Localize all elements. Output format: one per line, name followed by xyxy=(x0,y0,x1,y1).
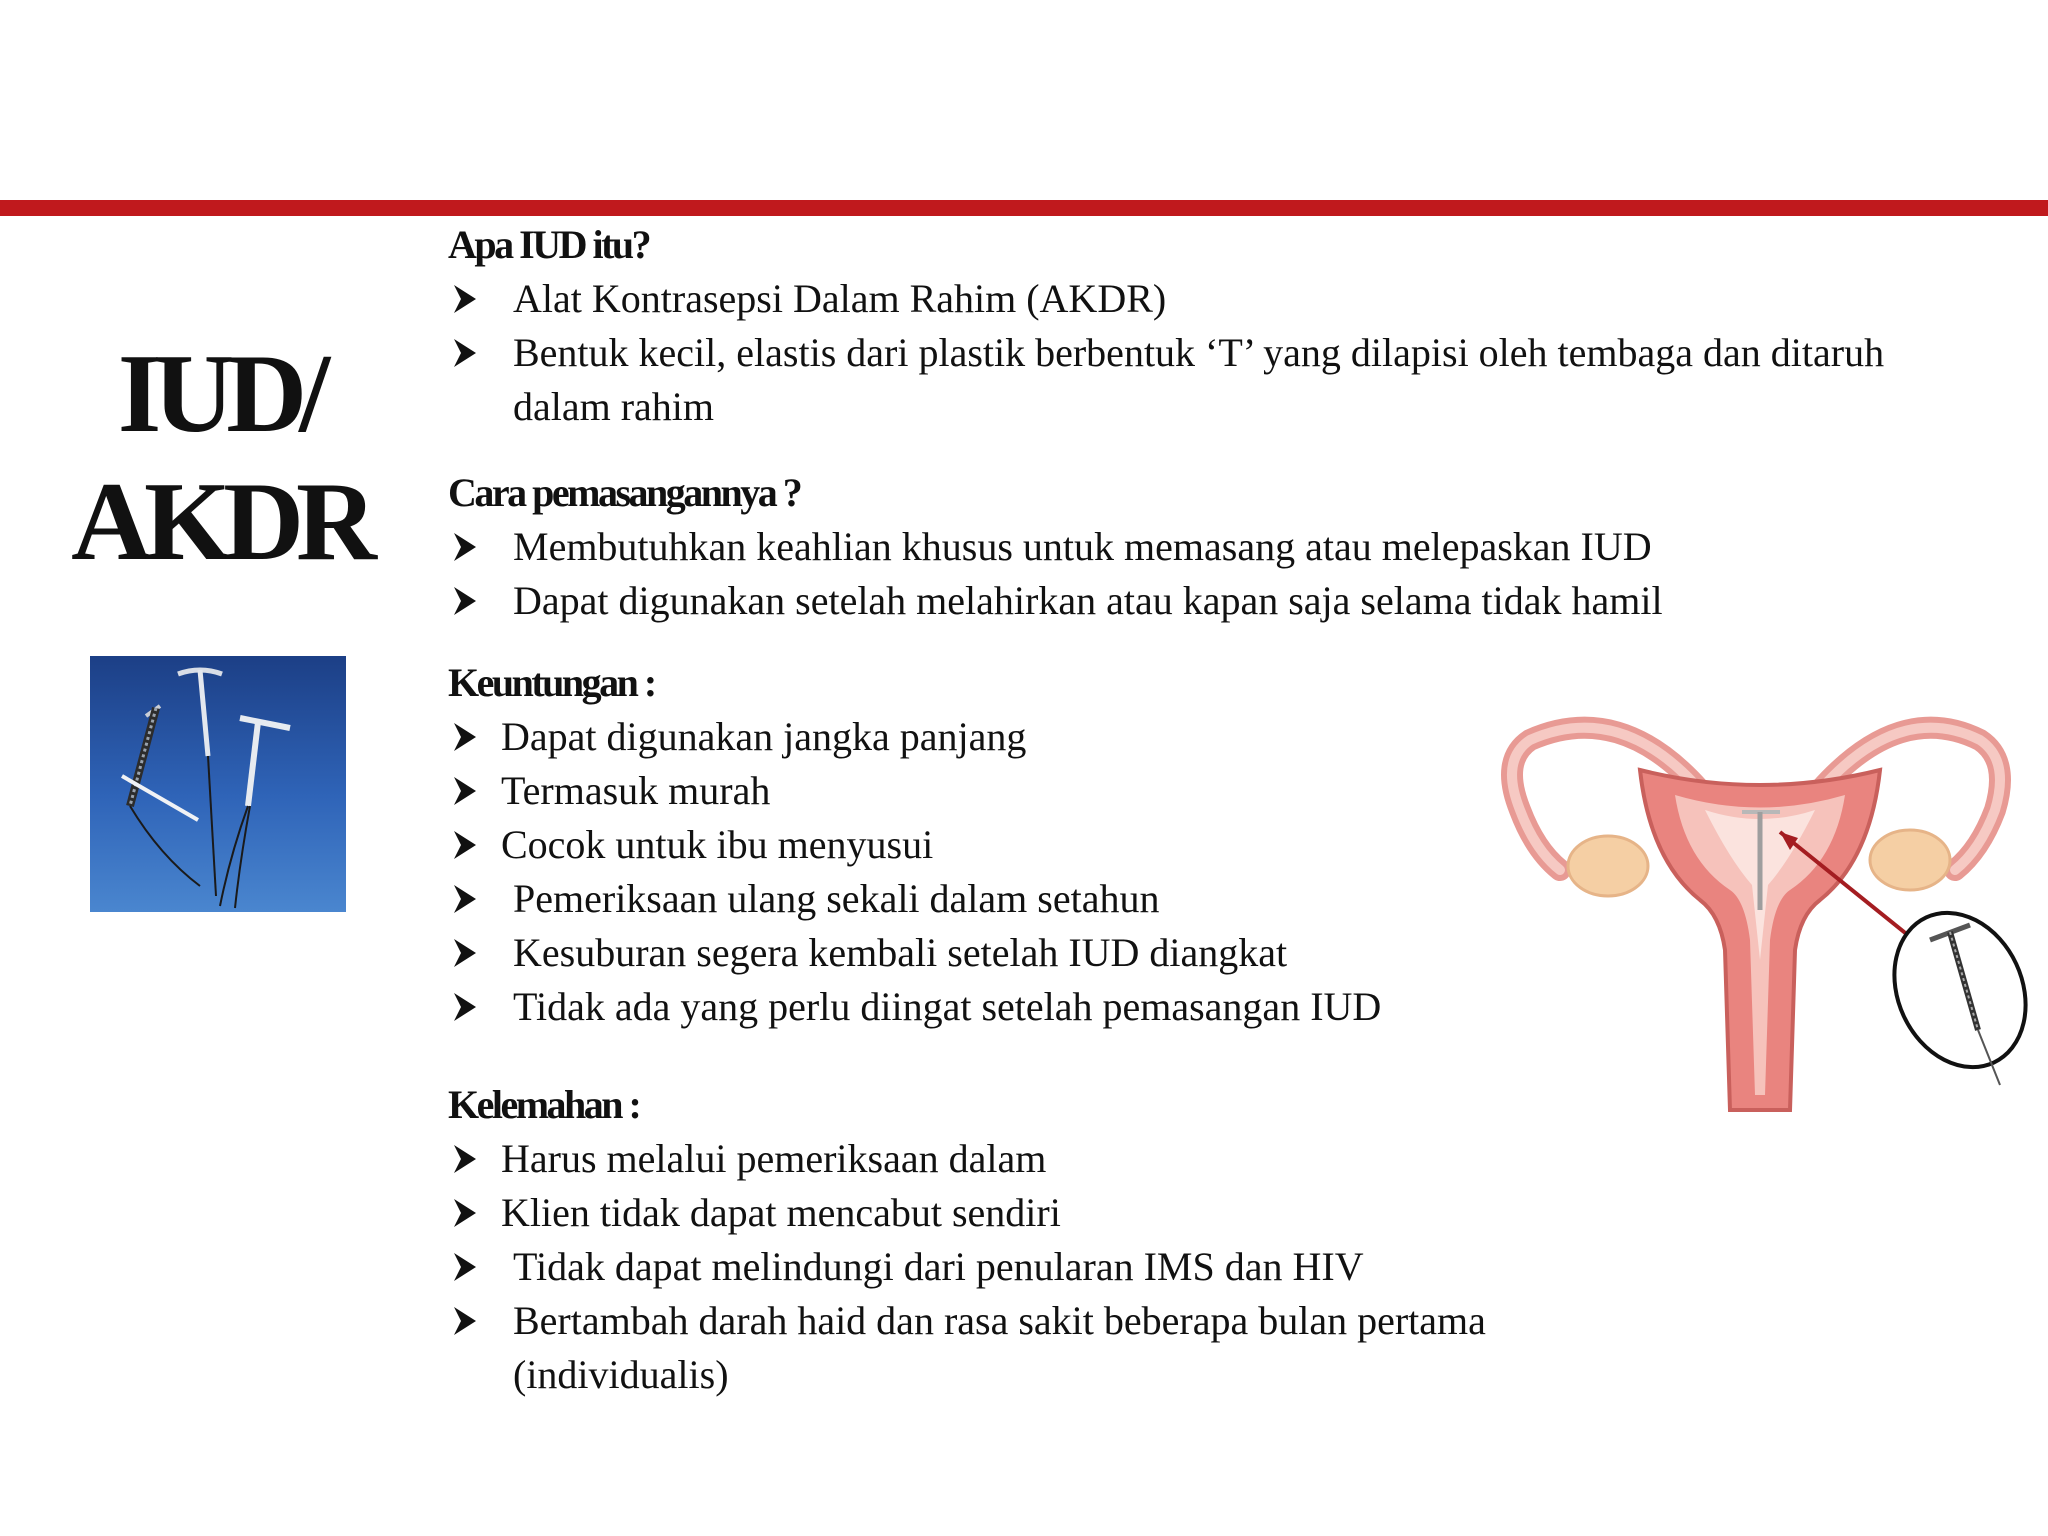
list-item: Bentuk kecil, elastis dari plastik berbentuk ‘T’ yang dilapisi oleh tembaga dan ditaruh dalam rahim xyxy=(448,326,1968,434)
arrow-bullet-icon xyxy=(454,533,476,561)
arrow-bullet-icon xyxy=(454,831,476,859)
section-heading: Apa IUD itu? xyxy=(448,222,650,267)
arrow-bullet-icon xyxy=(454,1253,476,1281)
section-apa-iud xyxy=(448,218,1968,434)
arrow-bullet-icon xyxy=(454,1145,476,1173)
section-cara-pemasangan xyxy=(448,466,1968,628)
list-item: Termasuk murah xyxy=(448,764,1968,818)
bullet-list xyxy=(448,520,1968,628)
list-item: Pemeriksaan ulang sekali dalam setahun xyxy=(448,872,1968,926)
list-item: Bertambah darah haid dan rasa sakit beberapa bulan pertama (individualis) xyxy=(448,1294,1613,1402)
uterus-diagram-icon xyxy=(1490,700,2030,1120)
arrow-bullet-icon xyxy=(454,1199,476,1227)
slide-title-line-1: IUD/ xyxy=(117,332,323,456)
arrow-bullet-icon xyxy=(454,587,476,615)
bullet-list xyxy=(448,1132,1968,1402)
arrow-bullet-icon xyxy=(454,939,476,967)
list-item: Tidak ada yang perlu diingat setelah pemasangan IUD xyxy=(448,980,1968,1034)
arrow-bullet-icon xyxy=(454,993,476,1021)
arrow-bullet-icon xyxy=(454,1307,476,1335)
list-item: Membutuhkan keahlian khusus untuk memasang atau melepaskan IUD xyxy=(448,520,1968,574)
list-item: Alat Kontrasepsi Dalam Rahim (AKDR) xyxy=(448,272,1968,326)
iud-photo-icon xyxy=(90,656,346,912)
list-item: Cocok untuk ibu menyusui xyxy=(448,818,1968,872)
iud-devices-photo xyxy=(90,656,346,912)
slide-title xyxy=(40,330,400,586)
list-item: Tidak dapat melindungi dari penularan IMS dan HIV xyxy=(448,1240,1968,1294)
header-accent-bar xyxy=(0,200,2048,216)
slide-title-line-2: AKDR xyxy=(71,460,369,584)
list-item: Dapat digunakan setelah melahirkan atau kapan saja selama tidak hamil xyxy=(448,574,1968,628)
section-heading: Cara pemasangannya ? xyxy=(448,470,801,515)
section-kelemahan xyxy=(448,1078,1968,1402)
section-heading: Keuntungan : xyxy=(448,660,655,705)
arrow-bullet-icon xyxy=(454,285,476,313)
bullet-list xyxy=(448,272,1968,434)
arrow-bullet-icon xyxy=(454,885,476,913)
list-item: Dapat digunakan jangka panjang xyxy=(448,710,1968,764)
section-heading: Kelemahan : xyxy=(448,1082,640,1127)
uterus-with-iud-diagram xyxy=(1490,700,2030,1120)
list-item: Kesuburan segera kembali setelah IUD diangkat xyxy=(448,926,1968,980)
arrow-bullet-icon xyxy=(454,339,476,367)
arrow-bullet-icon xyxy=(454,723,476,751)
list-item: Harus melalui pemeriksaan dalam xyxy=(448,1132,1968,1186)
arrow-bullet-icon xyxy=(454,777,476,805)
list-item: Klien tidak dapat mencabut sendiri xyxy=(448,1186,1968,1240)
